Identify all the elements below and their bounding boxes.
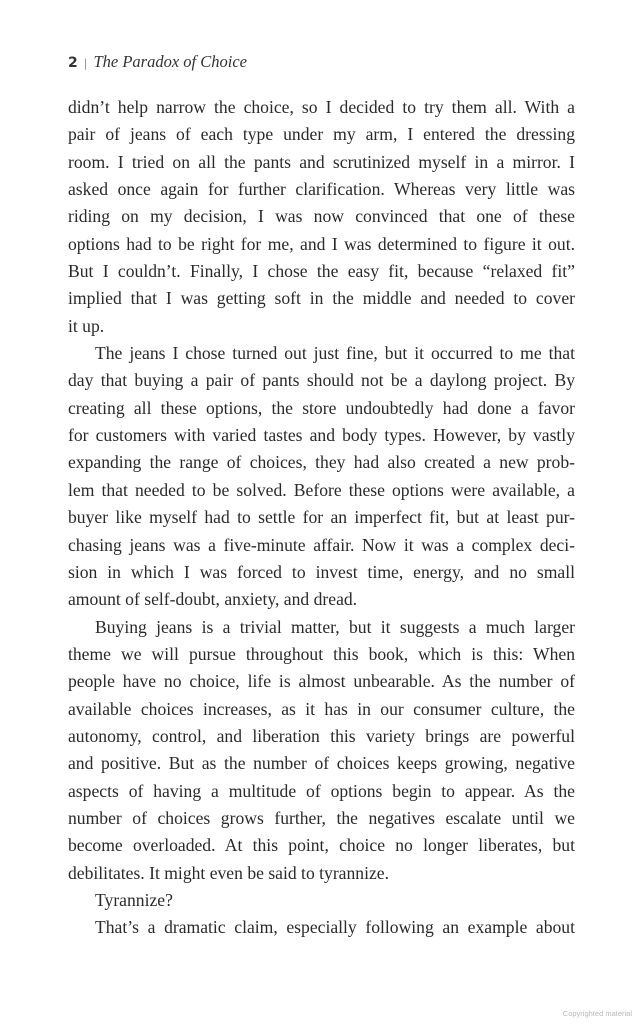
running-header — [68, 52, 247, 72]
text-line: room. I tried on all the pants and scrutinized myself in a mirror. I — [68, 151, 575, 172]
text-line: number of choices grows further, the negatives escalate until we — [68, 807, 575, 828]
text-line: it up. — [68, 315, 105, 336]
text-line: chasing jeans was a five-minute affair. Now it was a complex deci- — [68, 534, 575, 555]
page-number: 2 — [68, 55, 78, 71]
text-line: theme we will pursue throughout this book, which is this: When — [68, 643, 575, 664]
text-line: expanding the range of choices, they had also created a new prob- — [68, 452, 575, 473]
text-line: didn’t help narrow the choice, so I decided to try them all. With a — [68, 97, 575, 117]
text-line: creating all these options, the store undoubtedly had done a favor — [68, 397, 575, 418]
text-line: become overloaded. At this point, choice no longer liberates, but — [68, 835, 575, 856]
text-line: riding on my decision, I was now convinced that one of these — [68, 206, 575, 227]
book-title: The Paradox of Choice — [93, 52, 247, 71]
text-line: The jeans I chose turned out just fine, but it occurred to me that — [95, 343, 575, 364]
text-line: implied that I was getting soft in the middle and needed to cover — [68, 288, 575, 309]
text-line: for customers with varied tastes and body types. However, by vastly — [68, 425, 575, 446]
text-line: autonomy, control, and liberation this variety brings are powerful — [68, 725, 575, 746]
text-line: and positive. But as the number of choices keeps growing, negative — [68, 753, 575, 774]
text-line: aspects of having a multitude of options begin to appear. As the — [68, 780, 575, 801]
header-separator: | — [83, 57, 88, 70]
page-body — [68, 94, 575, 942]
copyright-notice: Copyrighted material — [562, 1009, 632, 1018]
text-line: debilitates. It might even be said to tyrannize. — [68, 862, 389, 883]
text-line: options had to be right for me, and I was determined to figure it out. — [68, 233, 575, 254]
text-line: But I couldn’t. Finally, I chose the easy fit, because “relaxed fit” — [68, 261, 575, 282]
text-line: buyer like myself had to settle for an imperfect fit, but at least pur- — [68, 507, 575, 528]
text-line: amount of self-doubt, anxiety, and dread. — [68, 589, 358, 610]
text-line: day that buying a pair of pants should not be a daylong project. By — [68, 370, 575, 391]
text-line: asked once again for further clarification. Whereas very little was — [68, 179, 575, 200]
text-line: Tyrannize? — [95, 889, 173, 910]
text-line: lem that needed to be solved. Before these options were available, a — [68, 479, 575, 500]
text-line: people have no choice, life is almost unbearable. As the number of — [68, 671, 575, 692]
text-line: That’s a dramatic claim, especially following an example about — [95, 917, 575, 938]
text-line: sion in which I was forced to invest time, energy, and no small — [68, 561, 575, 582]
text-line: Buying jeans is a trivial matter, but it suggests a much larger — [95, 616, 575, 637]
text-line: pair of jeans of each type under my arm, I entered the dressing — [68, 124, 575, 145]
text-line: available choices increases, as it has in our consumer culture, the — [68, 698, 575, 719]
